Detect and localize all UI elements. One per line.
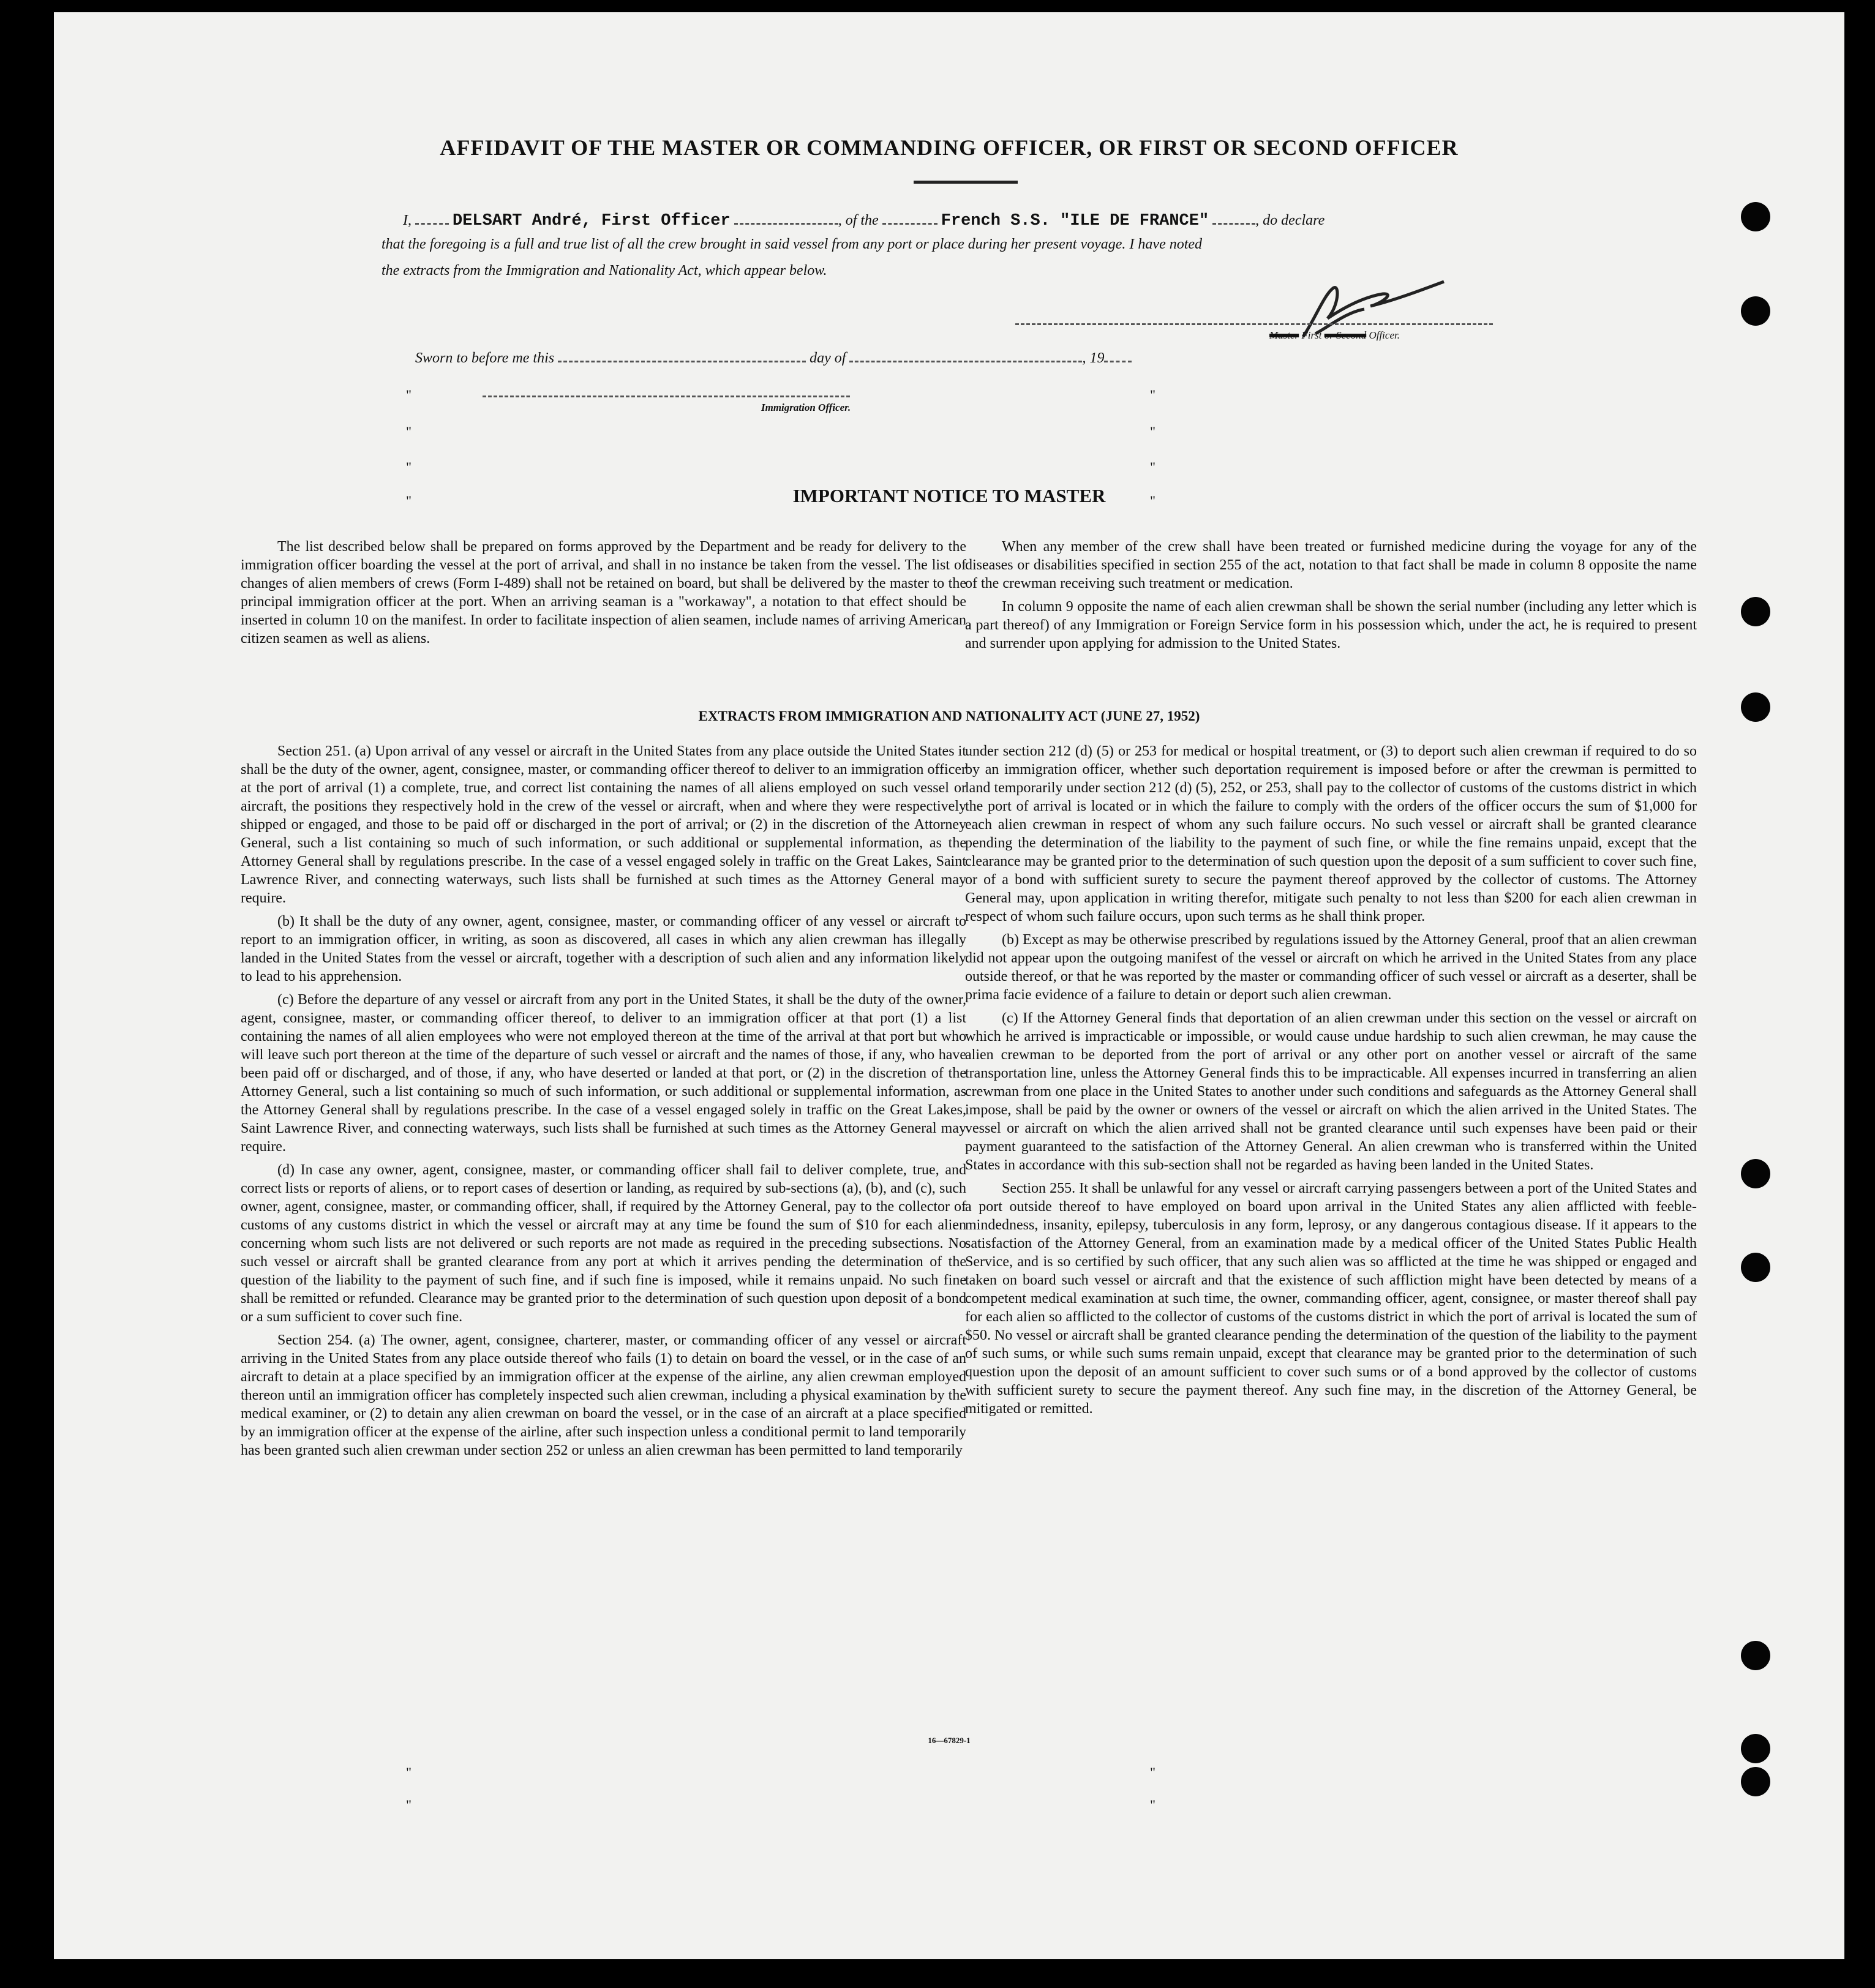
ditto-mark: " [406,493,411,508]
extracts-left-column [241,742,966,1460]
ditto-mark: " [1150,1765,1155,1780]
punch-hole [1741,692,1770,722]
extracts-right-column [965,742,1697,1418]
declaration-do-declare: , do declare [1255,212,1325,228]
ditto-mark: " [406,459,411,474]
extracts-title: EXTRACTS FROM IMMIGRATION AND NATIONALITY ACT (JUNE 27, 1952) [698,708,1200,724]
sworn-day-of: day of [810,350,846,366]
notice-right-paragraph-2: In column 9 opposite the name of each alien crewman shall be shown the serial number (including any letter which is a part thereof) of any Immigration or Foreign Service form in his possession which, under the act, he is required to present and surrender upon applying for admission to the United States. [965,599,1697,651]
notice-right-column [965,538,1697,653]
signature-line [1015,323,1493,325]
declaration-line-3: the extracts from the Immigration and Nationality Act, which appear below. [381,263,827,279]
ditto-mark: " [1150,459,1155,474]
fill-line [849,351,1082,362]
declaration-line-2: that the foregoing is a full and true list of all the crew brought in said vessel from any port or place during her present voyage. I have noted [381,236,1203,252]
declaration-line [403,212,1566,230]
ditto-mark: " [406,424,411,439]
punch-hole [1741,1734,1770,1763]
punch-hole [1741,296,1770,326]
fill-line [558,351,806,362]
title-rule [914,181,1018,184]
section-254-c: (c) If the Attorney General finds that deportation of an alien crewman under this section on the vessel or aircraft on which he arrived is impracticable or impossible, or would cause undue hardship to such alien crewman, he may cause the alien crewman to be deported from the port of arrival or any other port on another vessel or aircraft of the same transportation line, unless the Attorney General finds this to be impracticable. All expenses incurred in transferring an alien crewman from one place in the United States to another under such conditions and safeguards as the Attorney General shall impose, shall be paid by the owner or owners of the vessel or aircraft on which the alien arrived in the United States. The vessel or aircraft on which the alien arrived shall not be granted clearance until such expenses have been paid or their payment guaranteed to the satisfaction of the Attorney General. An alien crewman who is transferred within the United States in accordance with this sub-section shall not be regarded as having been landed in the United States. [965,1010,1697,1173]
immigration-officer-caption: Immigration Officer. [761,402,851,413]
punch-hole [1741,1641,1770,1670]
ditto-mark: " [406,1765,411,1780]
ditto-mark: " [1150,493,1155,508]
sworn-label: Sworn to before me this [415,350,555,366]
caption-second: or Second [1324,329,1367,341]
vessel-name: French S.S. "ILE DE FRANCE" [941,212,1209,230]
punch-hole [1741,1253,1770,1282]
punch-hole [1741,1767,1770,1796]
declaration-i: I, [403,212,411,228]
notice-left-column [241,538,966,648]
notice-title: IMPORTANT NOTICE TO MASTER [792,485,1106,506]
section-254-a: Section 254. (a) The owner, agent, consignee, charterer, master, or commanding officer of any vessel or aircraft arriving in the United States from any place outside thereof who fails (1) to detain on board the vessel, or in the case of an aircraft to detain at a place specified by an immigration officer at the expense of the airline, any alien crewman employed thereon until an immigration officer has completely inspected such alien crewman, including a physical examination by the medical examiner, or (2) to detain any alien crewman on board the vessel, or in the case of an aircraft at a place specified by an immigration officer at the expense of the airline, after such inspection unless a conditional permit to land temporarily has been granted such alien crewman under section 252 or unless an alien crewman has been permitted to land temporarily [241,1332,966,1458]
fill-line [1212,213,1255,225]
affidavit-page [54,12,1844,1959]
punch-hole [1741,597,1770,626]
fill-line [1104,351,1132,362]
declaration-of-the: , of the [838,212,879,228]
officer-name: DELSART André, First Officer [453,212,731,230]
immigration-officer-line [483,396,850,397]
ditto-mark: " [1150,387,1155,402]
signature-caption [1269,329,1400,342]
section-251-a: Section 251. (a) Upon arrival of any vessel or aircraft in the United States from any place outside the United States it shall be the duty of the owner, agent, consignee, master, or commanding officer thereof to deliver to an immigration officer at the port of arrival (1) a complete, true, and correct list containing the names of all aliens employed on such vessel or aircraft, the positions they respectively hold in the crew of the vessel or aircraft, when and where they were respectively shipped or engaged, and those to be paid off or discharged in the port of arrival; or (2) in the discretion of the Attorney General, such a list containing so much of such information, or such additional or supplemental information, as the Attorney General shall by regulations prescribe. In the case of a vessel engaged solely in traffic on the Great Lakes, Saint Lawrence River, and connecting waterways, such lists shall be furnished at such times as the Attorney General may require. [241,743,966,906]
form-number: 16—67829-1 [928,1736,971,1745]
caption-master: Master [1269,329,1299,341]
ditto-mark: " [1150,1797,1155,1812]
section-255: Section 255. It shall be unlawful for any vessel or aircraft carrying passengers between a port of the United States and a port outside thereof to have employed on board upon arrival in the United States any alien afflicted with feeble-mindedness, insanity, epilepsy, tuberculosis in any form, leprosy, or any dangerous contagious disease. If it appears to the satisfaction of the Attorney General, from an examination made by a medical officer of the United States Public Health Service, and is so certified by such officer, that any such alien was so afflicted at the time he was shipped or engaged and taken on board such vessel or aircraft and that the existence of such affliction might have been detected by means of a competent medical examination at such time, the owner, commanding officer, agent, consignee, or master thereof shall pay for each alien so afflicted to the collector of customs of the customs district in which the port of arrival is located the sum of $50. No vessel or aircraft shall be granted clearance pending the determination of the question of the liability to the payment of such sums, or while such sums remain unpaid, except that clearance may be granted prior to the determination of such question upon the deposit of an amount sufficient to cover such sums or of a bond approved by the collector of customs with sufficient surety to secure the payment thereof. Any such fine may, in the discretion of the Attorney General, be mitigated or remitted. [965,1180,1697,1417]
fill-line [415,213,449,225]
section-254-b: (b) Except as may be otherwise prescribed by regulations issued by the Attorney General, proof that an alien crewman did not appear upon the outgoing manifest of the vessel or aircraft on which he arrived in the United States from any place outside thereof, or that he was reported by the master or commanding officer of such vessel or aircraft as a deserter, shall be prima facie evidence of a failure to detain or deport such alien crewman. [965,932,1697,1003]
punch-hole [1741,1159,1770,1188]
caption-officer: Officer. [1369,329,1400,341]
section-251-b: (b) It shall be the duty of any owner, agent, consignee, master, or commanding officer of any vessel or aircraft to report to an immigration officer, in writing, as soon as discovered, all cases in which any alien crewman has illegally landed in the United States from the vessel or aircraft, together with a description of such alien and any information likely to lead to his apprehension. [241,913,966,985]
fill-line [734,213,838,225]
punch-hole [1741,202,1770,231]
fill-line [882,213,937,225]
notice-left-paragraph: The list described below shall be prepared on forms approved by the Department and be ready for delivery to the immigration officer boarding the vessel at the port of arrival, and shall in no instance be taken from the vessel. The list of changes of alien members of crews (Form I-489) shall not be retained on board, but shall be delivered by the master to the principal immigration officer at the port. When an arriving seaman is a "workaway", a notation to that effect should be inserted in column 10 on the manifest. In order to facilitate inspection of alien seamen, include names of arriving American citizen seamen as well as aliens. [241,539,966,647]
ditto-mark: " [1150,424,1155,439]
sworn-line [415,350,1132,367]
section-254-a-continued: under section 212 (d) (5) or 253 for medical or hospital treatment, or (3) to deport such alien crewman if required to do so by an immigration officer, whether such deportation requirement is imposed before or after the crewman is permitted to land temporarily under section 212 (d) (5), 252, or 253, shall pay to the collector of customs of the customs district in which the port of arrival is located or in which the failure to comply with the orders of the officer occurs the sum of $1,000 for each alien crewman in respect of whom any such failure occurs. No such vessel or aircraft shall be granted clearance pending the determination of the liability to the payment of such fine, or while the fine remains unpaid, except that the clearance may be granted prior to the determination of such question upon the deposit of a sum sufficient to cover such fine, or of a bond with sufficient surety to secure the payment thereof approved by the collector of customs. The Attorney General may, upon application in writing therefor, mitigate such penalty to not less than $200 for each alien crewman in respect of whom such failure occurs, upon such terms as he shall think proper. [965,743,1697,925]
ditto-mark: " [406,1797,411,1812]
affidavit-title: AFFIDAVIT OF THE MASTER OR COMMANDING OFFICER, OR FIRST OR SECOND OFFICER [440,135,1459,160]
caption-first: First [1301,329,1322,341]
sworn-year: , 19 [1082,350,1105,366]
ditto-mark: " [406,387,411,402]
section-251-d: (d) In case any owner, agent, consignee, master, or commanding officer shall fail to deliver complete, true, and correct lists or reports of aliens, or to report cases of desertion or landing, as required by sub-sections (a), (b), and (c), such owner, agent, consignee, master, or commanding officer, shall, if required by the Attorney General, pay to the collector of customs of any customs district in which the vessel or aircraft may at any time be found the sum of $10 for each alien concerning whom such lists are not delivered or such reports are not made as required in the preceding subsections. No such vessel or aircraft shall be granted clearance from any port at which it arrives pending the determination of the question of the liability to the payment of such fine, and if such fine is imposed, while it remains unpaid. No such fine shall be remitted or refunded. Clearance may be granted prior to the determination of such question upon deposit of a bond or a sum sufficient to cover such fine. [241,1162,966,1325]
notice-right-paragraph-1: When any member of the crew shall have been treated or furnished medicine during the voyage for any of the diseases or disabilities specified in section 255 of the act, notation to that fact shall be made in column 8 opposite the name of the crewman receiving such treatment or medication. [965,539,1697,591]
section-251-c: (c) Before the departure of any vessel or aircraft from any port in the United States, it shall be the duty of the owner, agent, consignee, master, or commanding officer thereof, to deliver to an immigration officer at that port (1) a list containing the names of all alien employees who were not employed thereon at the time of the arrival at that port but who will leave such port thereon at the time of the departure of such vessel or aircraft and the names of those, if any, who have been paid off or discharged, and of those, if any, who have deserted or landed at that port, or (2) in the discretion of the Attorney General, such a list containing so much of such information, or such additional or supplemental information, as the Attorney General shall by regulations prescribe. In the case of a vessel engaged solely in traffic on the Great Lakes, Saint Lawrence River, and connecting waterways, such lists shall be furnished at such times as the Attorney General may require. [241,992,966,1155]
